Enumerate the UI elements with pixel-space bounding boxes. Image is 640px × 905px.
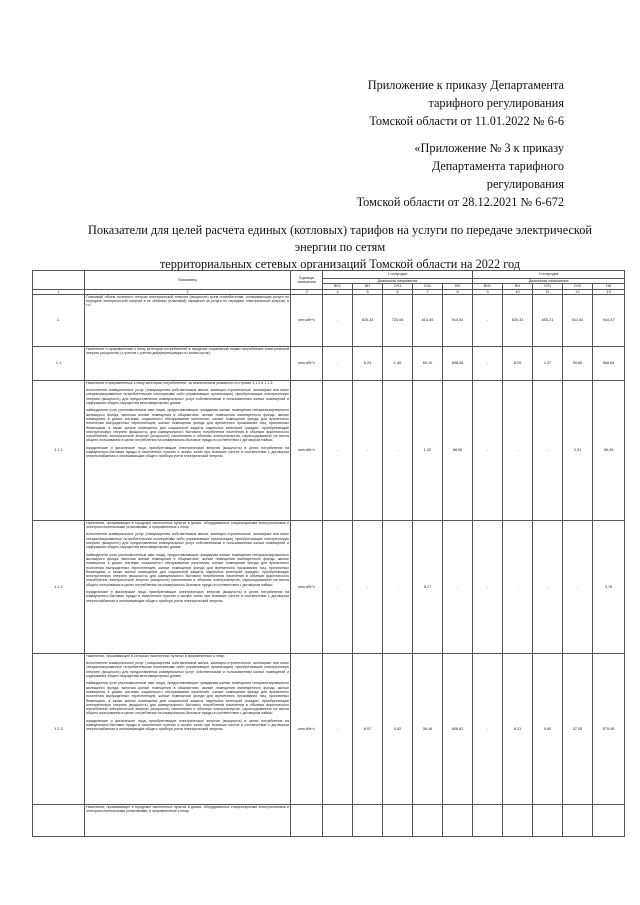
- value-cell: 8,07: [353, 653, 383, 804]
- description-paragraph: Плановый объем полезного отпуска электрической энергии (мощности) всем потребителям, оплачивающим услуги по передаче электрической энергии в ее объемах (плановой) тарифной за услуги по передаче электрической энергии, в т.ч.:: [86, 294, 289, 308]
- value-cell: 0,91: [563, 380, 593, 520]
- value-cell: 59,80: [563, 346, 593, 380]
- description-paragraph: Население, проживающее в городских населенных пунктах в домах, оборудованных стационарными электроплитами и электроотопительными установками, и приравненные к нему:: [86, 804, 289, 814]
- value-cell: 668,84: [593, 346, 625, 380]
- header-line: Томской области от 11.01.2022 № 6-6: [369, 114, 564, 128]
- description-paragraph: исполнители коммунальных услуг (товарищества собственников жилья, жилищно-строительные, жилищные или иные специализированные потребительские кооперативы либо управляющие организации), приобретающие электрическую энергию (мощность) для предоставления коммунальных услуг собственникам и пользователям жилых помещений и содержания общего имущества многоквартирных домов;: [86, 661, 289, 679]
- value-cell: -: [323, 294, 353, 346]
- column-number: 7: [413, 289, 443, 294]
- column-number: 10: [503, 289, 533, 294]
- col-header-code: [33, 271, 85, 290]
- row-unit: млн.кВт*ч: [291, 520, 323, 653]
- column-number: 5: [353, 289, 383, 294]
- row-description: [85, 294, 291, 346]
- col-header-indicator: Показатель: [85, 271, 291, 290]
- header-line: регулирования: [486, 177, 564, 191]
- column-number: 4: [323, 289, 353, 294]
- row-description: [85, 520, 291, 653]
- row-code: 1.1.2: [33, 520, 85, 653]
- title-line: Показатели для целей расчета единых (котловых) тарифов на услуги по передаче электрической: [87, 223, 593, 237]
- value-cell: -: [533, 380, 563, 520]
- row-code: 1.1.1: [33, 380, 85, 520]
- value-cell: -: [353, 520, 383, 653]
- row-description: [85, 346, 291, 380]
- voltage-level-header: СН1: [383, 284, 413, 289]
- row-unit: млн.кВт*ч: [291, 346, 323, 380]
- description-paragraph: юридические и физические лица, приобретающие электрическую энергию (мощность) в целях потребления на коммунально-бытовые нужды в населенных пунктах и жилых зонах при воинских частях в соответствии с договором энергоснабжения и оплачивающие общего прибора учета электрической энергии.: [86, 718, 289, 732]
- column-number: 8: [443, 289, 473, 294]
- value-cell: 611,64: [563, 294, 593, 346]
- value-cell: -: [323, 520, 353, 653]
- title-line: территориальных сетевых организаций Томской области на 2022 год: [159, 257, 521, 271]
- description-paragraph: Население и приравненные к нему категории потребителей в пределах социальной нормы потребления электрической энергии (мощности) (с учетом с учетом дифференциации по зонам суток):: [86, 346, 289, 356]
- value-cell: -: [503, 520, 533, 653]
- description-paragraph: Население и приравненные к нему категории потребителей, за исключением указанного в строках 1.1.2 и 1.1.3:: [86, 380, 274, 385]
- voltage-level-header: ВН: [353, 284, 383, 289]
- value-cell: 698,48: [443, 346, 473, 380]
- header-line: Томской области от 28.12.2021 № 6-672: [356, 195, 564, 209]
- title-line: энергии по сетям: [294, 240, 386, 254]
- row-code: 1.1.3: [33, 653, 85, 804]
- column-number: 12: [563, 289, 593, 294]
- value-cell: [593, 804, 625, 836]
- value-cell: 655,21: [533, 294, 563, 346]
- value-cell: -: [383, 380, 413, 520]
- table-row: [33, 520, 625, 653]
- value-cell: -: [383, 520, 413, 653]
- column-number: 13: [593, 289, 625, 294]
- header-line: тарифного регулирования: [428, 96, 564, 110]
- voltage-level-header: СН1: [533, 284, 563, 289]
- table-row: [33, 294, 625, 346]
- value-cell: 60,10: [413, 346, 443, 380]
- row-description: [85, 653, 291, 804]
- value-cell: [563, 804, 593, 836]
- description-paragraph: наймодатели (или уполномоченные ими лица), предоставляющие гражданам жилые помещения специализированного жилищного фонда, включая жилые помещения в общежитиях, жилые помещения маневренного фонда, жилые помещения в домах системы социального обслуживания населения, жилые помещения фонда для временного поселения вынужденных переселенцев, жилые помещения фонда для временного проживания лиц, признанных беженцами, а также жилые помещения для социальной защиты отдельных категорий граждан, приобретающие электрическую энергию (мощность) для коммунального бытового потребления населения в объемах фактического потребления электрической энергии (мощности) населением и объемах электроэнергии, израсходованной на места общего пользования в целях потребления на коммунально-бытовые нужды в соответствии с договором найма;: [86, 552, 289, 587]
- description-paragraph: наймодатели (или уполномоченные ими лица), предоставляющие гражданам жилые помещения специализированного жилищного фонда, включая жилые помещения в общежитиях, жилые помещения маневренного фонда, жилые помещения в домах системы социального обслуживания населения, жилые помещения фонда для временного поселения вынужденных переселенцев, жилые помещения фонда для временного проживания лиц, признанных беженцами, а также жилые помещения для социальной защиты отдельных категорий граждан, приобретающие электрическую энергию (мощность) для коммунального бытового потребления населения в объемах фактического потребления электрической энергии (мощности) населением и объемах электроэнергии, израсходованной на места общего пользования в целях потребления на коммунально-бытовые нужды в соответствии с договором найма;: [86, 681, 289, 716]
- value-cell: 914,54: [443, 294, 473, 346]
- description-paragraph: юридические и физические лица, приобретающие электрическую энергию (мощность) в целях потребления на коммунально-бытовые нужды в населенных пунктах и жилых зонах при воинских частях в соответствии с договором энергоснабжения и оплачивающие общего прибора учета электрической энергии.: [86, 445, 289, 459]
- value-cell: -: [323, 380, 353, 520]
- description-paragraph: Население, проживающее в сельских населенных пунктах и приравненные к нему:: [86, 653, 225, 658]
- value-cell: 0,62: [383, 653, 413, 804]
- value-cell: 0,76: [593, 520, 625, 653]
- value-cell: [353, 804, 383, 836]
- value-cell: -: [353, 380, 383, 520]
- col-subheader-half2: Диапазоны напряжения: [473, 279, 625, 284]
- column-number: 1: [33, 289, 85, 294]
- header-line: Департамента тарифного: [431, 159, 564, 173]
- description-paragraph: юридические и физические лица, приобретающие электрическую энергию (мощность) в целях потребления на коммунально-бытовые нужды в населенных пунктах и жилых зонах при воинских частях в соответствии с договором энергоснабжения и оплачивающие общего прибора учета электрической энергии.: [86, 590, 289, 603]
- value-cell: [383, 804, 413, 836]
- value-cell: [443, 804, 473, 836]
- description-paragraph: исполнители коммунальных услуг (товарищества собственников жилья, жилищно-строительные, жилищные или иные специализированные потребительские кооперативы либо управляющие организации), приобретающие электрическую энергию (мощность) для предоставления коммунальных услуг собственникам и пользователям жилых помещений и содержания общего имущества многоквартирных домов;: [86, 532, 289, 550]
- voltage-level-header: СН2: [413, 284, 443, 289]
- column-number: 6: [383, 289, 413, 294]
- value-cell: -: [473, 520, 503, 653]
- value-cell: 826,33: [503, 294, 533, 346]
- column-number: 9: [473, 289, 503, 294]
- value-cell: 826,33: [353, 294, 383, 346]
- value-cell: 8,20: [503, 346, 533, 380]
- value-cell: [503, 804, 533, 836]
- value-cell: [533, 804, 563, 836]
- value-cell: 96,26: [593, 380, 625, 520]
- value-cell: 1,92: [413, 380, 443, 520]
- value-cell: [323, 804, 353, 836]
- indicators-table-body: [33, 294, 625, 836]
- header-line: Приложение к приказу Департамента: [367, 78, 564, 92]
- column-number: 3: [291, 289, 323, 294]
- description-paragraph: наймодатели (или уполномоченные ими лица), предоставляющие гражданам жилые помещения специализированного жилищного фонда, включая жилые помещения в общежитиях, жилые помещения маневренного фонда, жилые помещения в домах системы социального обслуживания населения, жилые помещения фонда для временного поселения вынужденных переселенцев, жилые помещения фонда для временного проживания лиц, признанных беженцами, а также жилые помещения для социальной защиты отдельных категорий граждан, приобретающие электрическую энергию (мощность) для коммунального бытового потребления населения в объемах фактического потребления электрической энергии (мощности) населением и объемах электроэнергии, израсходованной на места общего пользования в целях потребления на коммунально-бытовые нужды в соответствии с договором найма;: [86, 408, 289, 443]
- column-number: 2: [85, 289, 291, 294]
- voltage-level-header: ВН1: [473, 284, 503, 289]
- col-header-half1: 1 полугодие: [323, 271, 473, 279]
- annex-reference-header: [357, 139, 564, 211]
- header-line: «Приложение № 3 к приказу: [414, 141, 564, 155]
- col-header-unit: Единица измерения: [291, 271, 323, 290]
- row-code: [33, 804, 85, 836]
- value-cell: 579,46: [593, 653, 625, 804]
- value-cell: -: [323, 346, 353, 380]
- row-code: 1.: [33, 294, 85, 346]
- table-row: [33, 346, 625, 380]
- table-row: [33, 380, 625, 520]
- value-cell: 5,27: [413, 520, 443, 653]
- voltage-level-header: ВН: [503, 284, 533, 289]
- value-cell: 1,40: [383, 346, 413, 380]
- value-cell: [413, 804, 443, 836]
- value-cell: 68,56: [443, 380, 473, 520]
- value-cell: -: [473, 294, 503, 346]
- value-cell: 8,24: [353, 346, 383, 380]
- order-reference-header: [368, 76, 564, 130]
- description-paragraph: исполнители коммунальных услуг (товарищества собственников жилья, жилищно-строительные, жилищные или иные специализированные потребительские кооперативы либо управляющие организации), приобретающие электрическую энергию (мощность) для предоставления коммунальных услуг собственникам и пользователям жилых помещений и содержания общего имущества многоквартирных домов;: [86, 388, 289, 406]
- value-cell: [473, 804, 503, 836]
- value-cell: 720,06: [383, 294, 413, 346]
- document-title: [60, 222, 620, 273]
- row-unit: [291, 804, 323, 836]
- row-unit: млн.кВт*ч: [291, 380, 323, 520]
- voltage-level-header: ВН1: [323, 284, 353, 289]
- value-cell: 608,81: [443, 653, 473, 804]
- value-cell: -: [473, 653, 503, 804]
- description-paragraph: Население, проживающее в городских населенных пунктах в домах, оборудованных стационарными электроплитами и электроотопительными установками, и приравненные к нему:: [86, 520, 289, 530]
- value-cell: -: [323, 653, 353, 804]
- col-header-half2: 2 полугодие: [473, 271, 625, 279]
- voltage-level-header: НН: [593, 284, 625, 289]
- row-code: 1.1: [33, 346, 85, 380]
- indicators-table-wrapper: [32, 270, 624, 837]
- value-cell: 8,31: [503, 653, 533, 804]
- table-row: [33, 653, 625, 804]
- value-cell: 1,37: [533, 346, 563, 380]
- value-cell: 0,60: [533, 653, 563, 804]
- column-number: 11: [533, 289, 563, 294]
- value-cell: -: [503, 380, 533, 520]
- value-cell: 944,47: [593, 294, 625, 346]
- table-row: [33, 804, 625, 836]
- value-cell: 36,46: [413, 653, 443, 804]
- col-subheader-half1: Диапазоны напряжения: [323, 279, 473, 284]
- value-cell: -: [473, 346, 503, 380]
- voltage-level-header: НН: [443, 284, 473, 289]
- row-unit: млн.кВт*ч: [291, 294, 323, 346]
- value-cell: 613,45: [413, 294, 443, 346]
- value-cell: -: [443, 520, 473, 653]
- value-cell: 37,05: [563, 653, 593, 804]
- row-unit: млн.кВт*ч: [291, 653, 323, 804]
- indicators-table: [32, 270, 625, 837]
- value-cell: -: [533, 520, 563, 653]
- row-description: [85, 804, 291, 836]
- value-cell: -: [473, 380, 503, 520]
- row-description: [85, 380, 291, 520]
- value-cell: -: [563, 520, 593, 653]
- voltage-level-header: СН2: [563, 284, 593, 289]
